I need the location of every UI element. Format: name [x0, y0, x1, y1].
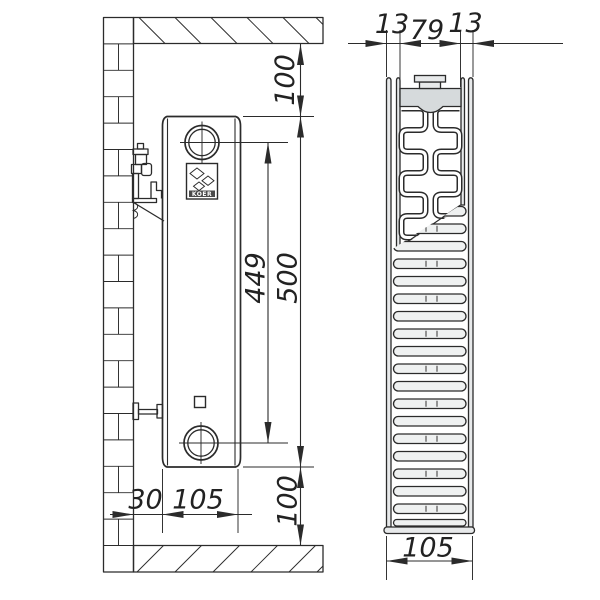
- ceiling-hatch: [139, 18, 323, 44]
- grille-slat: [394, 520, 467, 527]
- ceiling-outline: [134, 18, 324, 44]
- air-vent-flange: [415, 76, 446, 83]
- air-vent-plug: [415, 76, 446, 89]
- rear-panel-outer: [469, 78, 474, 527]
- grille-slat: [394, 469, 467, 479]
- floor-outline: [134, 546, 324, 573]
- valve-cap: [133, 149, 148, 155]
- dim-top-clearance: 100: [270, 54, 301, 106]
- grille-slat: [394, 434, 467, 444]
- grille-slat: [394, 277, 467, 287]
- grille-slat: [394, 452, 467, 462]
- wall-bracket-bottom: [133, 403, 163, 420]
- dim-depth: 105: [172, 484, 224, 516]
- dim-rear-panel: 13: [448, 8, 483, 39]
- grille-slat: [394, 259, 467, 269]
- grille-slat: [394, 294, 467, 304]
- wall-bracket-top: [133, 174, 165, 222]
- thermostatic-valve: [132, 144, 152, 176]
- side-view: [104, 18, 324, 573]
- valve-knob: [142, 164, 152, 176]
- dim-core: 79: [409, 15, 445, 46]
- drain-square: [195, 397, 206, 408]
- bottom-pipe-centerlines: [179, 422, 288, 464]
- section-view: [348, 8, 563, 580]
- dim-height: 500: [272, 252, 304, 304]
- bracket-pin: [139, 410, 158, 415]
- ceiling: [134, 18, 324, 44]
- grille-slat: [394, 382, 467, 392]
- dim-bottom-clearance: 100: [272, 475, 304, 527]
- brand-label: [187, 164, 218, 200]
- grille-slat: [394, 399, 467, 409]
- dim-front-panel: 13: [374, 9, 410, 40]
- grille-slat: [394, 487, 467, 497]
- grille-slat: [394, 417, 467, 427]
- floor: [134, 546, 324, 573]
- grille-slat: [394, 329, 467, 339]
- dim-wall-distance: 30: [128, 484, 163, 516]
- grille-slat: [394, 364, 467, 374]
- bottom-pipe-connection: [179, 422, 288, 464]
- bracket-hook: [151, 182, 162, 199]
- top-pipe-connection: [180, 122, 288, 164]
- floor-hatch: [137, 546, 323, 573]
- extension-lines: [163, 117, 315, 534]
- grille-slat: [394, 242, 467, 252]
- valve-stem: [138, 144, 144, 150]
- grille-slat: [394, 347, 467, 357]
- air-vent-body: [420, 82, 441, 89]
- bracket-diagonal: [134, 203, 165, 222]
- dim-connection-spacing: 449: [240, 252, 272, 304]
- top-pipe-centerlines: [180, 122, 288, 164]
- grille-slat: [394, 312, 467, 322]
- dim-total-depth: 105: [402, 532, 454, 564]
- grille-slat: [394, 504, 467, 514]
- front-panel-outer: [387, 78, 392, 527]
- brand-label-text: KOER: [191, 190, 213, 198]
- front-grille: [394, 207, 467, 527]
- bracket-foot: [133, 199, 157, 203]
- side-view-dimensions: [110, 44, 314, 546]
